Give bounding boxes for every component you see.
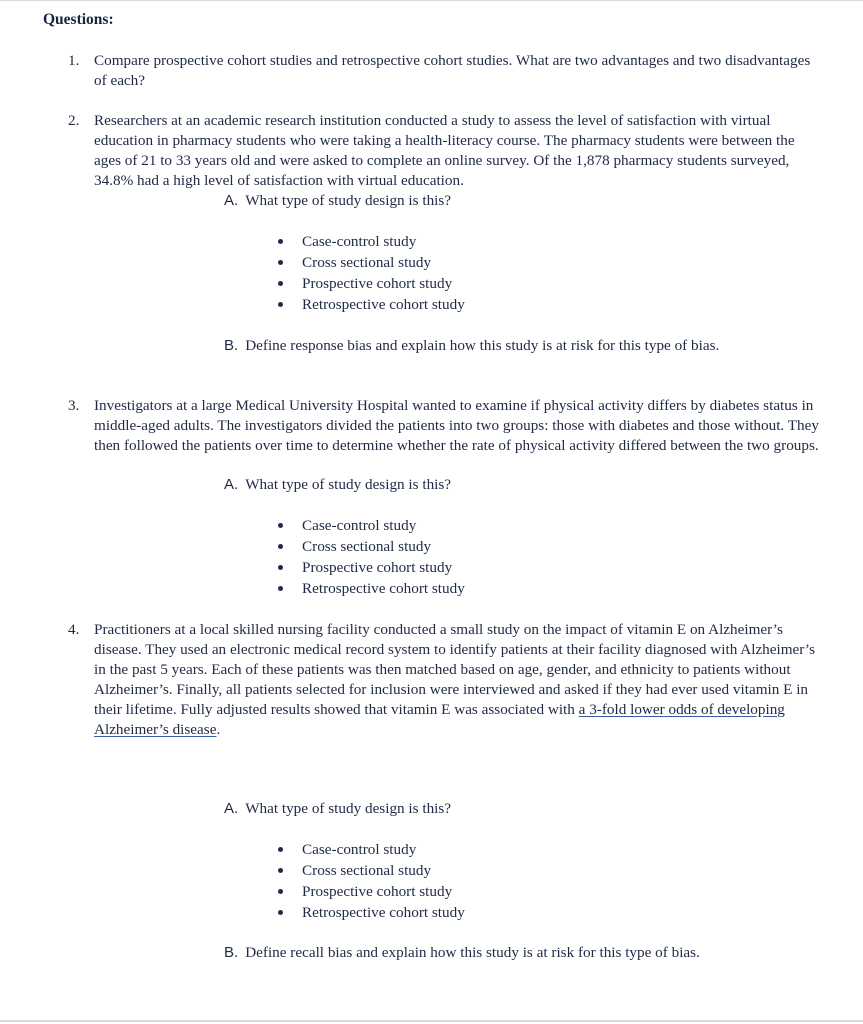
subquestion-b bbox=[224, 336, 719, 356]
list-item bbox=[278, 557, 465, 578]
list-item bbox=[278, 839, 465, 860]
subquestion-b bbox=[224, 943, 700, 963]
option-label: Cross sectional study bbox=[302, 862, 432, 879]
option-label: Case-control study bbox=[302, 233, 417, 250]
option-label: Retrospective cohort study bbox=[302, 580, 465, 597]
subquestion-letter: A. bbox=[224, 192, 239, 209]
list-item bbox=[278, 515, 465, 536]
question-text-end: . bbox=[216, 721, 221, 738]
list-item bbox=[278, 231, 465, 252]
answer-options bbox=[278, 515, 465, 599]
subquestion-a bbox=[224, 799, 451, 819]
list-item bbox=[278, 252, 465, 273]
subquestion-letter: A. bbox=[224, 476, 239, 493]
subquestion-letter: B. bbox=[224, 944, 239, 961]
bottom-divider bbox=[0, 1020, 863, 1022]
subquestion-a bbox=[224, 475, 451, 495]
bullet-icon bbox=[278, 889, 283, 894]
subquestion-text: What type of study design is this? bbox=[245, 476, 452, 493]
bullet-icon bbox=[278, 586, 283, 591]
question-text: Investigators at a large Medical University Hospital wanted to examine if physical activity differs by diabetes status in middle-aged adults. The investigators divided the patients into two groups: those with diabetes and those without. They then followed the patients over time to determine whether the rate of physical activity differed between the two groups. bbox=[94, 397, 819, 454]
bullet-icon bbox=[278, 910, 283, 915]
subquestion-text: Define recall bias and explain how this study is at risk for this type of bias. bbox=[245, 944, 700, 961]
bullet-icon bbox=[278, 281, 283, 286]
bullet-icon bbox=[278, 847, 283, 852]
list-item bbox=[278, 881, 465, 902]
page-title: Questions: bbox=[43, 11, 114, 28]
option-label: Retrospective cohort study bbox=[302, 296, 465, 313]
list-item bbox=[278, 273, 465, 294]
list-item bbox=[278, 902, 465, 923]
subquestion-a bbox=[224, 191, 451, 211]
answer-options bbox=[278, 231, 465, 315]
question-text-body: Practitioners at a local skilled nursing facility conducted a small study on the impact of vitamin E on Alzheimer’s disease. They used an electronic medical record system to identify patients at their facility diagnosed with Alzheimer’s in the past 5 years. Each of these patients was then matched based on age, gender, and ethnicity to patients without Alzheimer’s. Finally, all patients selected for inclusion were interviewed and asked if they had ever used vitamin E in their lifetime. Fully adjusted results showed that vitamin E was associated with bbox=[94, 621, 816, 718]
option-label: Retrospective cohort study bbox=[302, 904, 465, 921]
answer-options bbox=[278, 839, 465, 923]
bullet-icon bbox=[278, 544, 283, 549]
bullet-icon bbox=[278, 302, 283, 307]
subquestion-letter: B. bbox=[224, 337, 239, 354]
question-text: Compare prospective cohort studies and retrospective cohort studies. What are two advantages and two disadvantages of each? bbox=[94, 52, 811, 89]
underlined-phrase: a 3-fold lower odds of developing Alzheimer’s disease bbox=[94, 701, 785, 738]
option-label: Prospective cohort study bbox=[302, 559, 453, 576]
question-number: 4. bbox=[68, 621, 80, 638]
list-item bbox=[278, 578, 465, 599]
question-text bbox=[94, 620, 822, 740]
bullet-icon bbox=[278, 523, 283, 528]
option-label: Prospective cohort study bbox=[302, 275, 453, 292]
question-number: 1. bbox=[68, 52, 80, 69]
option-label: Case-control study bbox=[302, 841, 417, 858]
bullet-icon bbox=[278, 868, 283, 873]
top-divider bbox=[0, 0, 863, 1]
bullet-icon bbox=[278, 260, 283, 265]
question-number: 2. bbox=[68, 112, 80, 129]
question-text: Researchers at an academic research institution conducted a study to assess the level of satisfaction with virtual education in pharmacy students who were taking a health-literacy course. The pharmacy students were between the ages of 21 to 33 years old and were asked to complete an online survey. Of the 1,878 pharmacy students surveyed, 34.8% had a high level of satisfaction with virtual education. bbox=[94, 112, 795, 189]
subquestion-text: Define response bias and explain how this study is at risk for this type of bias. bbox=[245, 337, 720, 354]
option-label: Cross sectional study bbox=[302, 538, 432, 555]
question-number: 3. bbox=[68, 397, 80, 414]
option-label: Case-control study bbox=[302, 517, 417, 534]
list-item bbox=[278, 294, 465, 315]
list-item bbox=[278, 860, 465, 881]
bullet-icon bbox=[278, 565, 283, 570]
bullet-icon bbox=[278, 239, 283, 244]
option-label: Cross sectional study bbox=[302, 254, 432, 271]
subquestion-text: What type of study design is this? bbox=[245, 800, 452, 817]
option-label: Prospective cohort study bbox=[302, 883, 453, 900]
subquestion-letter: A. bbox=[224, 800, 239, 817]
subquestion-text: What type of study design is this? bbox=[245, 192, 452, 209]
list-item bbox=[278, 536, 465, 557]
